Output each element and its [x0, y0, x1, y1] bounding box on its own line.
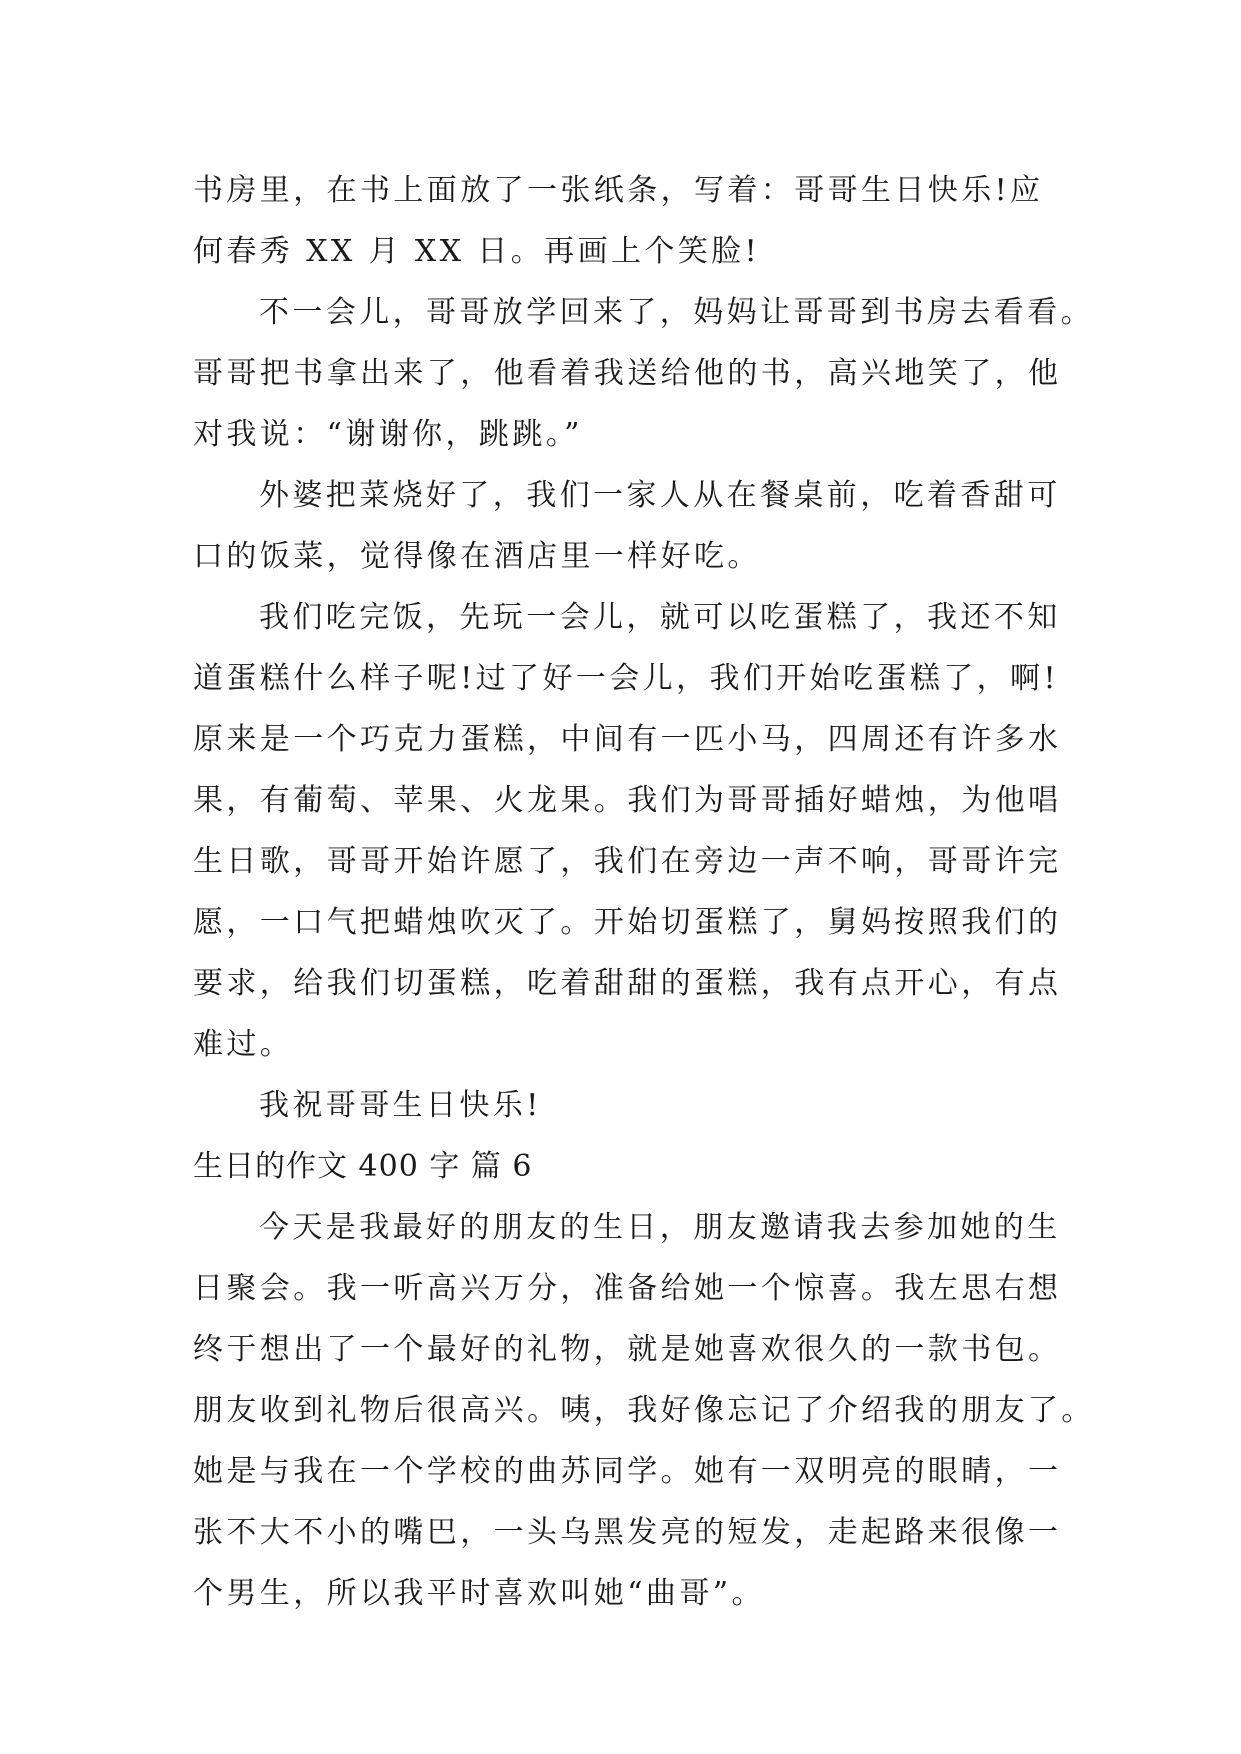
- text-line: 原来是一个巧克力蛋糕，中间有一匹小马，四周还有许多水: [193, 722, 1062, 757]
- text-line: 个男生，所以我平时喜欢叫她“曲哥”。: [193, 1576, 765, 1611]
- text-line: 愿，一口气把蜡烛吹灭了。开始切蛋糕了，舅妈按照我们的: [193, 905, 1062, 940]
- text-line: 书房里，在书上面放了一张纸条，写着：哥哥生日快乐!应: [193, 173, 1044, 208]
- text-line: 道蛋糕什么样子呢!过了好一会儿，我们开始吃蛋糕了，啊!: [193, 661, 1059, 696]
- text-line: 果，有葡萄、苹果、火龙果。我们为哥哥插好蜡烛，为他唱: [193, 783, 1062, 818]
- paragraph-start-line: 外婆把菜烧好了，我们一家人从在餐桌前，吃着香甜可: [259, 478, 1061, 513]
- paragraph-start-line: 不一会儿，哥哥放学回来了，妈妈让哥哥到书房去看看。: [259, 295, 1094, 330]
- text-line: 朋友收到礼物后很高兴。咦，我好像忘记了介绍我的朋友了。: [193, 1393, 1095, 1428]
- text-line: 哥哥把书拿出来了，他看着我送给他的书，高兴地笑了，他: [193, 356, 1062, 391]
- document-page: [193, 160, 1095, 1624]
- text-line: 日聚会。我一听高兴万分，准备给她一个惊喜。我左思右想: [193, 1271, 1062, 1306]
- paragraph-start-line: 我们吃完饭，先玩一会儿，就可以吃蛋糕了，我还不知: [259, 600, 1061, 635]
- text-line: 她是与我在一个学校的曲苏同学。她有一双明亮的眼睛，一: [193, 1454, 1062, 1489]
- section-heading: 生日的作文 400 字 篇 6: [193, 1149, 533, 1184]
- text-line: 何春秀 XX 月 XX 日。再画上个笑脸!: [193, 234, 761, 269]
- text-line: 终于想出了一个最好的礼物，就是她喜欢很久的一款书包。: [193, 1332, 1062, 1367]
- text-line: 难过。: [193, 1027, 294, 1062]
- text-line: 张不大不小的嘴巴，一头乌黑发亮的短发，走起路来很像一: [193, 1515, 1062, 1550]
- paragraph-start-line: 今天是我最好的朋友的生日，朋友邀请我去参加她的生: [259, 1210, 1061, 1245]
- text-line: 对我说：“谢谢你，跳跳。”: [193, 417, 583, 452]
- text-line: 要求，给我们切蛋糕，吃着甜甜的蛋糕，我有点开心，有点: [193, 966, 1062, 1001]
- paragraph-start-line: 我祝哥哥生日快乐!: [259, 1088, 542, 1123]
- text-line: 生日歌，哥哥开始许愿了，我们在旁边一声不响，哥哥许完: [193, 844, 1062, 879]
- text-line: 口的饭菜，觉得像在酒店里一样好吃。: [193, 539, 761, 574]
